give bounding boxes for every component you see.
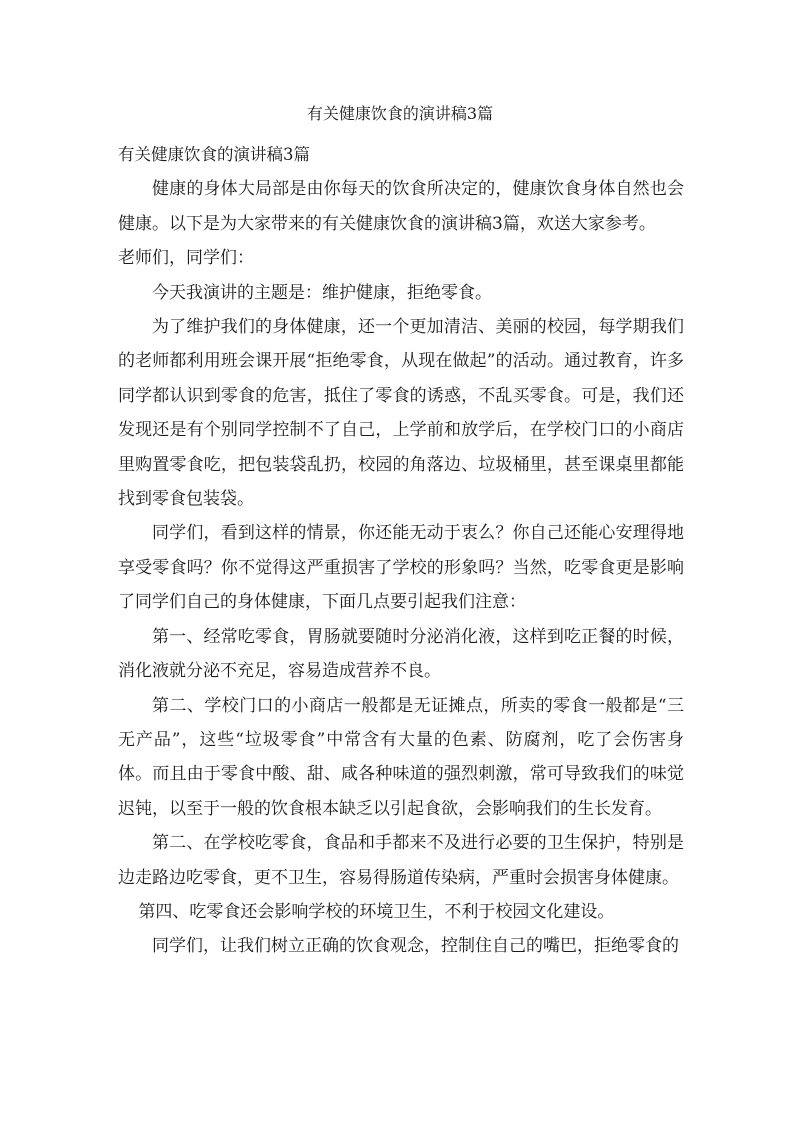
paragraph-activity: 为了维护我们的身体健康，还一个更加清洁、美丽的校园，每学期我们的老师都利用班会课开展“拒绝零食，从现在做起”的活动。通过教育，许多同学都认识到零食的危害，抵住了零食的诱惑，不乱买零食。可是，我们还发现还是有个别同学控制不了自己，上学前和放学后，在学校门口的小商店里购置零食吃，把包装袋乱扔，校园的角落边、垃圾桶里，甚至课桌里都能找到零食包装袋。: [118, 317, 684, 510]
document-title: 有关健康饮食的演讲稿3篇: [306, 104, 494, 123]
document-subtitle: 有关健康饮食的演讲稿3篇: [118, 145, 310, 164]
paragraph-point-one: 第一、经常吃零食，胃肠就要随时分泌消化液，这样到吃正餐的时候，消化液就分泌不充足，容易造成营养不良。: [118, 626, 684, 682]
paragraph-salutation: 老师们，同学们：: [118, 248, 254, 269]
paragraph-closing: 同学们，让我们树立正确的饮食观念，控制住自己的嘴巴，拒绝零食的: [152, 936, 679, 957]
paragraph-theme: 今天我演讲的主题是：维护健康，拒绝零食。: [152, 282, 492, 303]
paragraph-point-four: 第四、吃零食还会影响学校的环境卫生，不利于校园文化建设。: [138, 901, 615, 922]
paragraph-point-three: 第二、在学校吃零食，食品和手都来不及进行必要的卫生保护，特别是边走路边吃零食，更不卫生，容易得肠道传染病，严重时会损害身体健康。: [118, 833, 684, 888]
paragraph-question: 同学们，看到这样的情景，你还能无动于衷么？你自己还能心安理得地享受零食吗？你不觉得这严重损害了学校的形象吗？当然，吃零食更是影响了同学们自己的身体健康，下面几点要引起我们注意：: [118, 523, 684, 613]
paragraph-intro: 健康的身体大局部是由你每天的饮食所决定的，健康饮食身体自然也会健康。以下是为大家带来的有关健康饮食的演讲稿3篇，欢送大家参考。: [118, 179, 684, 234]
document-body: [118, 138, 684, 964]
paragraph-point-two: 第二、学校门口的小商店一般都是无证摊点，所卖的零食一般都是“三无产品”，这些“垃圾零食”中常含有大量的色素、防腐剂，吃了会伤害身体。而且由于零食中酸、甜、咸各种味道的强烈刺激，常可导致我们的味觉迟钝，以至于一般的饮食根本缺乏以引起食欲，会影响我们的生长发育。: [118, 695, 684, 819]
